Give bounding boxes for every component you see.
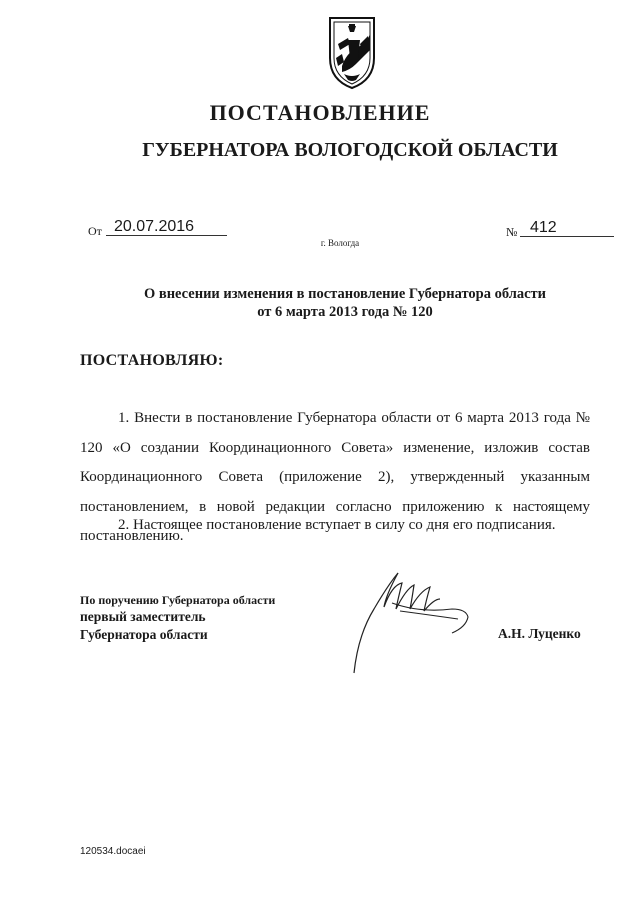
handwritten-signature [340, 555, 490, 685]
paragraph-2: 2. Настоящее постановление вступает в силу со дня его подписания. [118, 517, 556, 533]
signatory-line-1: По поручению Губернатора области [80, 593, 276, 607]
signatory-title [80, 592, 275, 644]
date-value: 20.07.2016 [106, 219, 227, 236]
paragraph-1: 1. Внести в постановление Губернатора области от 6 марта 2013 года № 120 «О создании Координационного Совета» изменение, изложив состав Координационного Совета (приложение 2), утвержденный указанным постановлением, в новой редакции согласно приложению к настоящему постановлению. [80, 410, 590, 544]
signatory-line-2: первый заместитель [80, 609, 206, 624]
number-value: 412 [520, 220, 614, 237]
city-label: г. Вологда [320, 238, 360, 248]
document-title: ПОСТАНОВЛЕНИЕ [209, 100, 431, 125]
number-label: № [506, 225, 518, 239]
coat-of-arms-icon [326, 14, 378, 90]
subject-line-2: от 6 марта 2013 года № 120 [257, 304, 433, 320]
signer-name: А.Н. Луценко [498, 626, 581, 641]
date-label: От [88, 224, 102, 238]
signatory-line-3: Губернатора области [80, 627, 208, 642]
document-subject [100, 285, 590, 321]
document-subtitle: ГУБЕРНАТОРА ВОЛОГОДСКОЙ ОБЛАСТИ [142, 139, 558, 161]
decree-heading: ПОСТАНОВЛЯЮ: [80, 352, 224, 369]
file-identifier: 120534.docaei [80, 846, 146, 857]
subject-line-1: О внесении изменения в постановление Губернатора области [143, 286, 547, 302]
